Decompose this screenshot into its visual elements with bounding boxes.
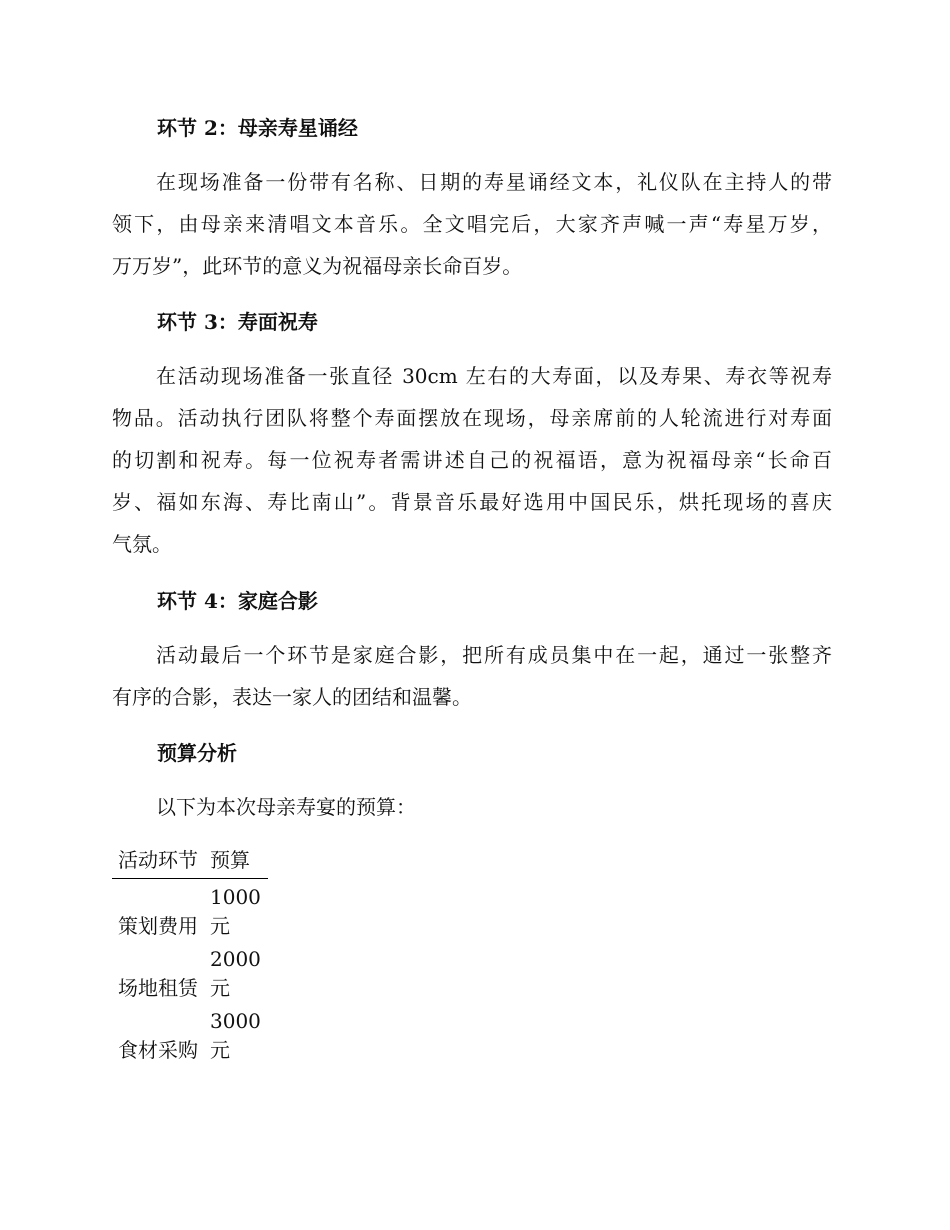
budget-table	[112, 846, 268, 1065]
paragraph-line: 领下，由母亲来清唱文本音乐。全文唱完后，大家齐声喊一声“寿星万岁，	[112, 212, 832, 236]
table-cell: 策划费用	[118, 914, 198, 938]
table-header-row	[112, 846, 268, 879]
paragraph-line: 活动最后一个环节是家庭合影，把所有成员集中在一起，通过一张整齐	[156, 643, 832, 667]
table-cell: 3000 元	[210, 1009, 261, 1062]
section-paragraph-4	[112, 634, 832, 718]
paragraph-line: 岁、福如东海、寿比南山”。背景音乐最好选用中国民乐，烘托现场的喜庆	[112, 490, 832, 514]
budget-heading: 预算分析	[157, 741, 237, 765]
paragraph-line: 在现场准备一份带有名称、日期的寿星诵经文本，礼仪队在主持人的带	[156, 170, 832, 194]
table-cell: 2000 元	[210, 947, 261, 1000]
paragraph-line: 物品。活动执行团队将整个寿面摆放在现场，母亲席前的人轮流进行对寿面	[112, 406, 832, 430]
table-cell: 1000 元	[210, 885, 261, 938]
section-heading-2: 环节 2：母亲寿星诵经	[157, 116, 358, 140]
paragraph-line: 气氛。	[112, 532, 172, 556]
table-cell: 场地租赁	[118, 976, 198, 1000]
paragraph-line: 有序的合影，表达一家人的团结和温馨。	[112, 685, 472, 709]
paragraph-line: 的切割和祝寿。每一位祝寿者需讲述自己的祝福语，意为祝福母亲“长命百	[112, 448, 832, 472]
paragraph-line: 在活动现场准备一张直径 30cm 左右的大寿面，以及寿果、寿衣等祝寿	[156, 364, 832, 388]
paragraph-line: 以下为本次母亲寿宴的预算：	[156, 795, 416, 819]
section-heading-3: 环节 3：寿面祝寿	[157, 310, 318, 334]
section-heading-4: 环节 4：家庭合影	[157, 589, 318, 613]
table-row	[112, 1003, 268, 1065]
table-header-cell: 活动环节	[112, 846, 204, 879]
section-paragraph-3	[112, 355, 832, 565]
table-row	[112, 941, 268, 1003]
section-paragraph-2	[112, 161, 832, 287]
paragraph-line: 万万岁”，此环节的意义为祝福母亲长命百岁。	[112, 254, 523, 278]
budget-intro	[112, 786, 832, 828]
table-header-cell: 预算	[204, 846, 268, 879]
table-row	[112, 879, 268, 942]
table-cell: 食材采购	[118, 1038, 198, 1062]
